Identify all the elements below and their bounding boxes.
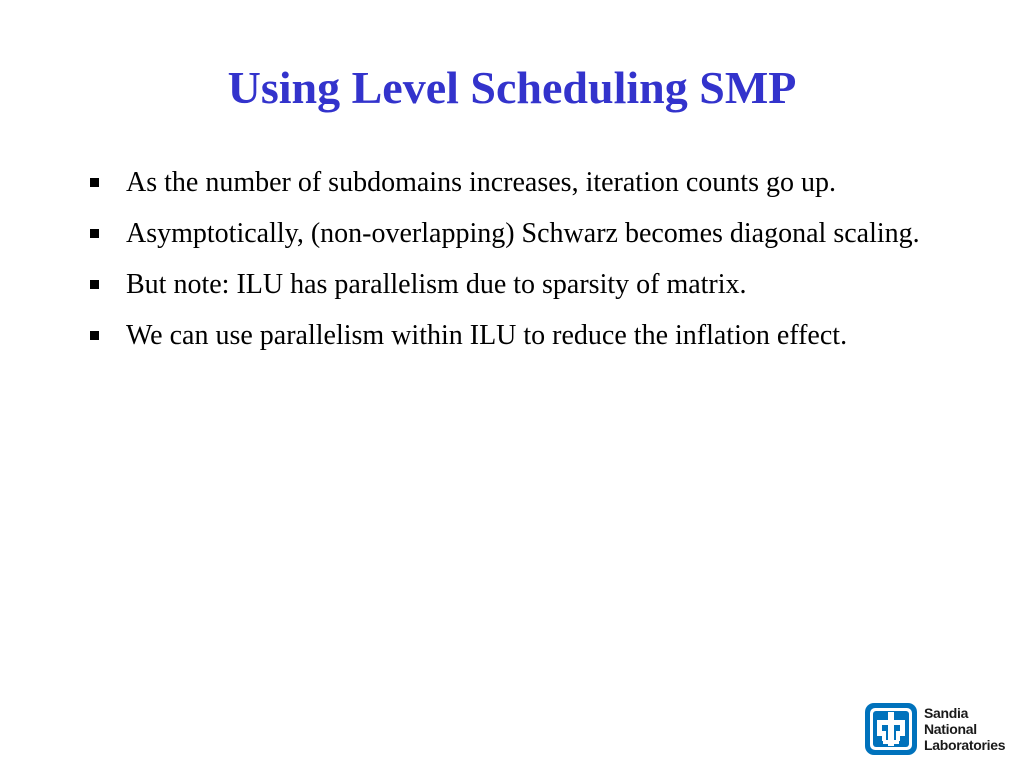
sandia-thunderbird-icon — [864, 702, 918, 756]
logo-line-laboratories: Laboratories — [924, 737, 1006, 753]
square-bullet-icon — [90, 331, 99, 340]
bullet-list — [90, 164, 930, 368]
bullet-text: But note: ILU has parallelism due to sparsity of matrix. — [126, 269, 747, 300]
bullet-item — [90, 215, 930, 253]
bullet-item — [90, 266, 930, 304]
slide-title: Using Level Scheduling SMP — [227, 62, 797, 113]
bullet-item — [90, 164, 930, 202]
bullet-item — [90, 317, 930, 355]
bullet-text: As the number of subdomains increases, iteration counts go up. — [126, 167, 836, 198]
bullet-text: We can use parallelism within ILU to reduce the inflation effect. — [126, 320, 848, 351]
bullet-text: Asymptotically, (non-overlapping) Schwarz becomes diagonal scaling. — [126, 218, 920, 249]
sandia-logo — [864, 701, 1008, 757]
square-bullet-icon — [90, 280, 99, 289]
logo-line-national: National — [924, 721, 977, 737]
square-bullet-icon — [90, 229, 99, 238]
logo-wordmark — [924, 705, 1005, 753]
logo-line-sandia: Sandia — [924, 705, 969, 721]
square-bullet-icon — [90, 178, 99, 187]
